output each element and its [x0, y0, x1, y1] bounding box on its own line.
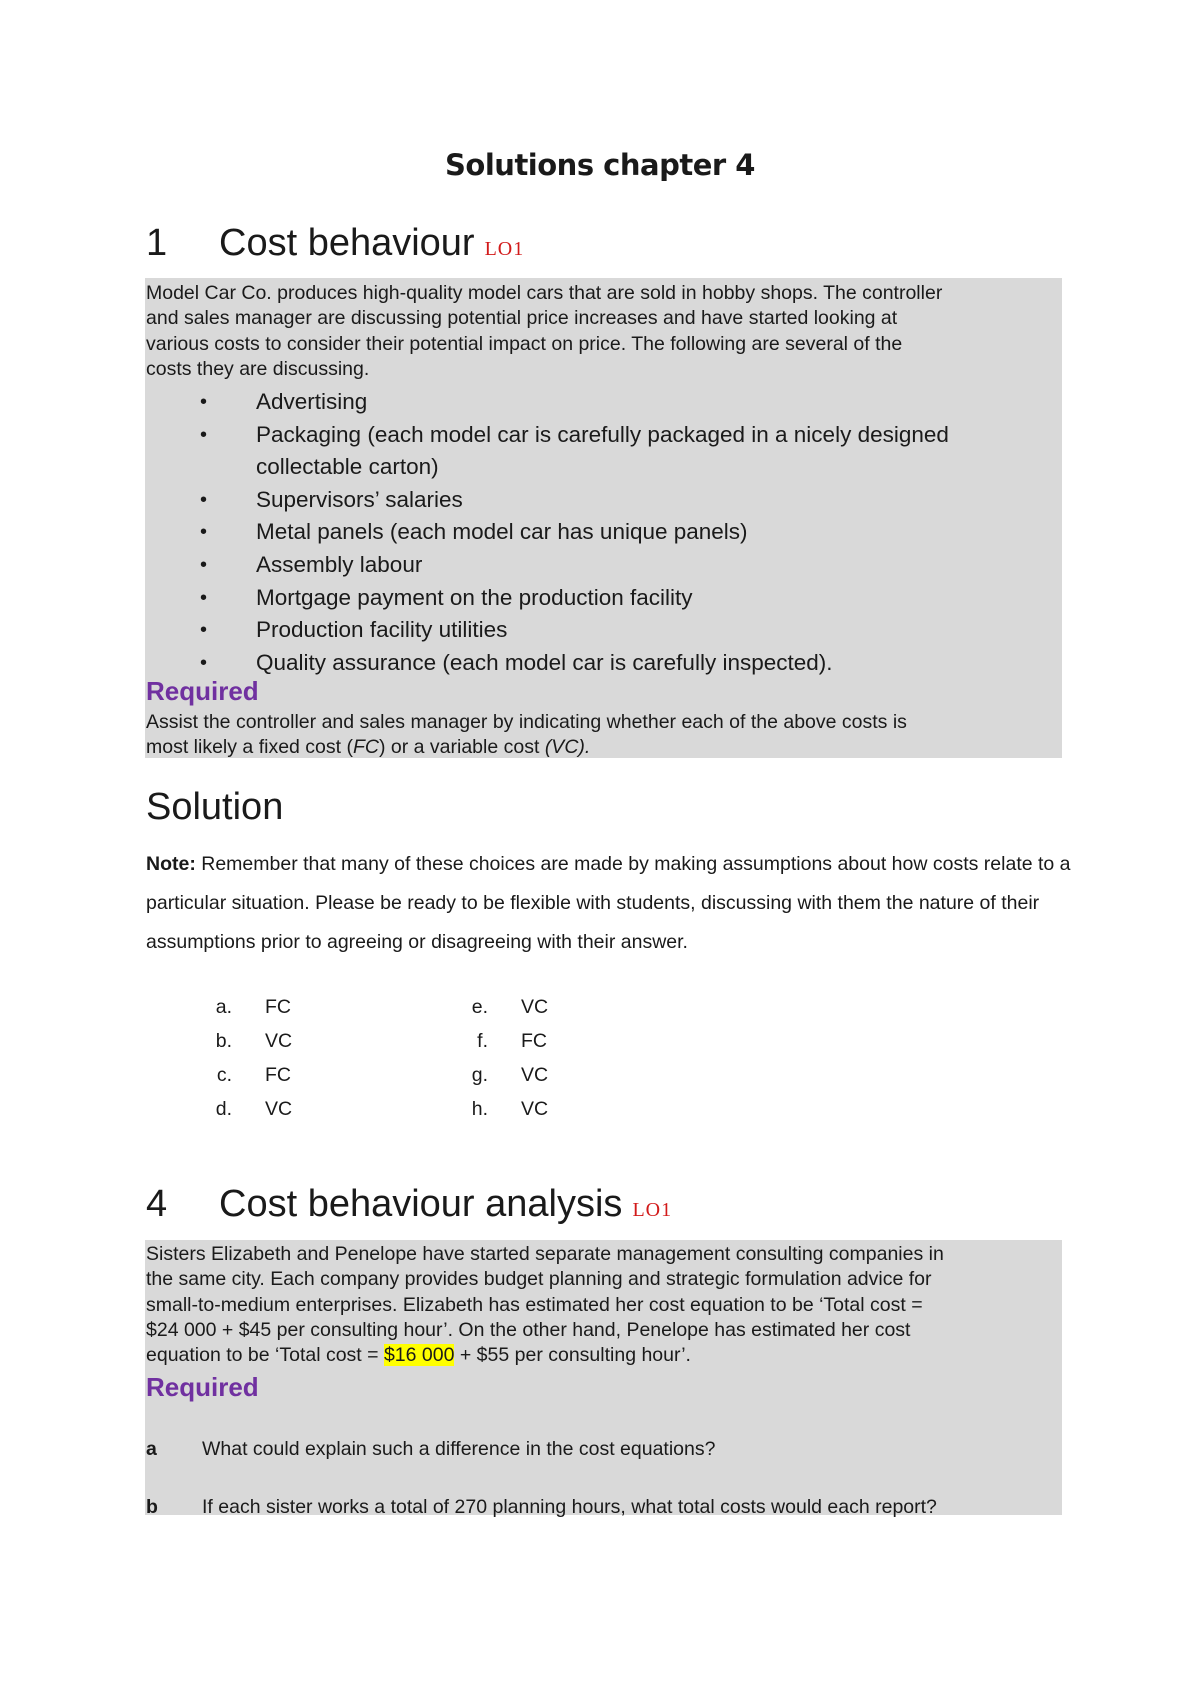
section-heading-cost-behaviour — [146, 222, 524, 265]
answer-row: b. VC — [215, 1030, 293, 1052]
answer-row: c. FC — [216, 1064, 291, 1086]
note-text: Remember that many of these choices are made by making assumptions about how costs relate to a particular situation. Please be ready to be flexible with students, discussing with them the nature of their assumptions prior to agreeing or disagreeing with their answer. — [146, 853, 1071, 953]
required-text: Assist the controller and sales manager by indicating whether each of the above costs is most likely a fixed cost (FC) or a variable cost (VC). — [146, 711, 907, 759]
required-label: Required — [146, 1372, 259, 1402]
problem-line: and sales manager are discussing potential price increases and have started looking at — [146, 307, 898, 330]
list-item: • Production facility utilities — [200, 614, 1056, 647]
bullet-icon: • — [200, 423, 208, 446]
problem-text — [146, 1242, 1066, 1368]
problem-line: Sisters Elizabeth and Penelope have started separate management consulting companies in — [146, 1243, 944, 1265]
problem-line: Model Car Co. produces high-quality model cars that are sold in hobby shops. The controller — [146, 282, 943, 304]
bullet-icon: • — [200, 651, 208, 674]
bullet-icon: • — [200, 586, 208, 609]
highlighted-text: $16 000 — [383, 1344, 455, 1367]
bullet-icon: • — [200, 488, 208, 511]
list-item: • Supervisors’ salaries — [200, 484, 1056, 517]
list-item: • Quality assurance (each model car is carefully inspected). — [200, 647, 1056, 680]
section-number: 1 — [146, 222, 168, 264]
section-title: Cost behaviour — [219, 222, 475, 264]
bullet-icon: • — [200, 553, 208, 576]
list-item: • Metal panels (each model car has unique panels) — [200, 516, 1056, 549]
page-title: Solutions chapter 4 — [445, 148, 755, 182]
note-label: Note: — [146, 853, 196, 875]
solution-note — [146, 845, 1086, 962]
problem-line: costs they are discussing. — [146, 357, 370, 380]
section-title: Cost behaviour analysis — [219, 1183, 623, 1225]
bullet-icon: • — [200, 619, 208, 642]
answer-row: e. VC — [471, 996, 549, 1018]
required-label: Required — [146, 676, 259, 706]
list-item: • Advertising — [200, 386, 1056, 419]
question-text: What could explain such a difference in the cost equations? — [202, 1438, 716, 1460]
section-heading-cost-behaviour-analysis — [146, 1183, 672, 1226]
problem-line: the same city. Each company provides budget planning and strategic formulation advice for — [146, 1268, 932, 1291]
problem-line: various costs to consider their potential impact on price. The following are several of the — [146, 332, 903, 355]
section-number: 4 — [146, 1183, 168, 1225]
solution-heading: Solution — [146, 786, 284, 828]
answer-row: d. VC — [215, 1098, 293, 1120]
problem-line: $24 000 + $45 per consulting hour’. On the other hand, Penelope has estimated her cost — [146, 1318, 911, 1341]
learning-objective-tag: LO1 — [632, 1199, 673, 1221]
problem-line: small-to-medium enterprises. Elizabeth has estimated her cost equation to be ‘Total cost = — [146, 1293, 923, 1316]
bullet-icon: • — [200, 521, 208, 544]
list-item: • Mortgage payment on the production facility — [200, 582, 1056, 615]
answers-column-right — [436, 990, 548, 1126]
bullet-icon: • — [200, 391, 208, 413]
list-item: • Assembly labour — [200, 549, 1056, 582]
cost-list — [200, 386, 1056, 679]
learning-objective-tag: LO1 — [484, 238, 525, 260]
question-letter: a — [146, 1438, 157, 1460]
problem-line: equation to be ‘Total cost = $16 000 + $55 per consulting hour’. — [146, 1344, 691, 1367]
answer-row: h. VC — [471, 1098, 549, 1120]
question-item — [146, 1438, 715, 1461]
question-letter: b — [146, 1496, 158, 1518]
question-item — [146, 1496, 937, 1519]
answer-row: g. VC — [471, 1064, 549, 1086]
answer-row: f. FC — [477, 1030, 547, 1052]
list-item: • Packaging (each model car is carefully packaged in a nicely designed collectable carton) — [200, 419, 1056, 484]
answer-row: a. FC — [215, 996, 291, 1018]
question-text: If each sister works a total of 270 planning hours, what total costs would each report? — [202, 1496, 937, 1518]
answers-column-left — [180, 990, 292, 1126]
problem-text — [146, 281, 1066, 382]
